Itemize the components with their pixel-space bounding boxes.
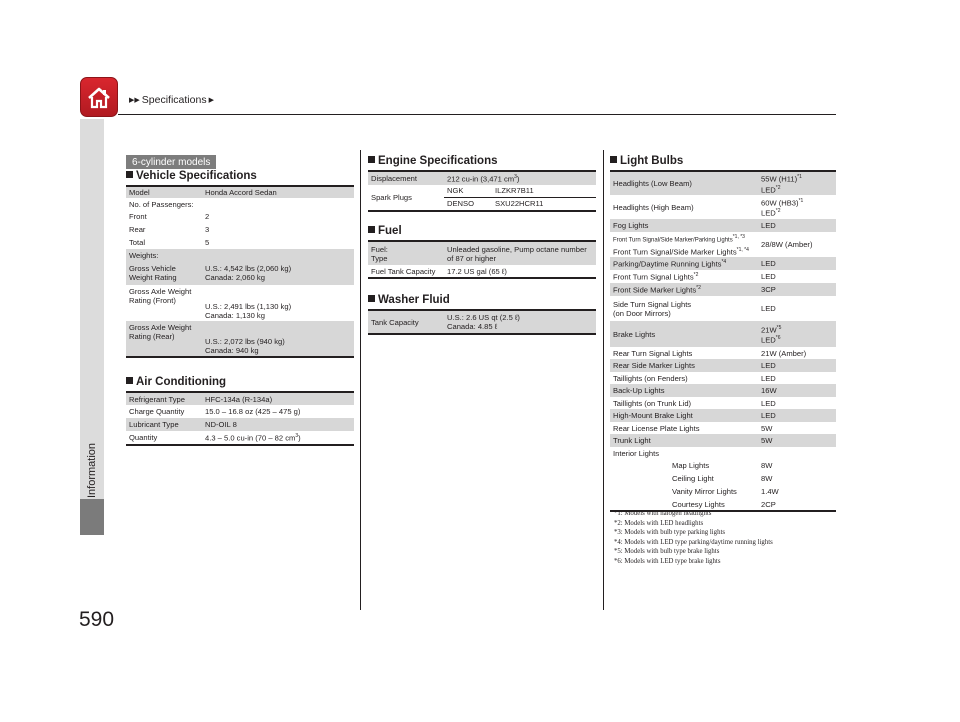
section-heading: Vehicle Specifications [126,170,257,182]
table-cell: U.S.: 4,542 lbs (2,060 kg) Canada: 2,060 kg [205,264,292,282]
fuel-table [368,240,596,279]
footnote: *3: Models with bulb type parking lights [614,529,726,537]
table-cell: Ceiling Light [672,474,714,484]
table-cell: Gross Axle Weight Rating (Rear) [129,323,192,341]
table-cell: SXU22HCR11 [495,199,544,209]
table-cell: Fuel Tank Capacity [371,266,436,276]
square-bullet-icon [368,226,375,233]
model-badge: 6-cylinder models [126,155,216,169]
breadcrumb-label[interactable]: Specifications [141,94,207,106]
vehicle-spec-table [126,185,354,358]
table-cell: LED [761,361,776,371]
square-bullet-icon [368,156,375,163]
table-cell: Lubricant Type [129,420,179,429]
table-cell: Headlights (High Beam) [613,202,694,212]
table-cell: Gross Vehicle Weight Rating [129,264,177,282]
footnote: *5: Models with bulb type brake lights [614,548,720,556]
table-cell: Quantity [129,432,158,442]
table-cell: Rear [129,225,146,234]
sidebar-section-label[interactable]: Information [86,442,98,498]
table-cell: Brake Lights [613,329,656,339]
section-heading: Air Conditioning [126,376,226,388]
table-cell: Gross Axle Weight Rating (Front) [129,287,192,305]
square-bullet-icon [610,156,617,163]
table-cell: 8W [761,461,773,471]
table-cell: 21W (Amber) [761,348,807,358]
table-cell: Front [129,212,147,221]
home-button[interactable] [80,77,118,117]
table-cell: $21W^{*5}$ LED$^{*6}$ [761,324,782,345]
table-cell: Taillights (on Fenders) [613,373,688,383]
square-bullet-icon [126,377,133,384]
air-conditioning-table [126,391,354,446]
table-cell: Refrigerant Type [129,394,185,404]
table-cell: ND-OIL 8 [205,420,237,429]
section-heading: Engine Specifications [368,155,498,167]
table-cell: U.S.: 2,491 lbs (1,130 kg) Canada: 1,130 kg [205,302,292,320]
table-cell: Displacement [371,173,418,183]
engine-spec-table [368,170,596,212]
table-cell: 15.0 – 16.8 oz (425 – 475 g) [205,407,301,416]
table-cell: Weights: [129,250,159,260]
table-cell: Spark Plugs [371,192,412,202]
table-cell: Total [129,238,146,247]
table-cell: 3 [205,225,210,234]
table-cell: Back-Up Lights [613,386,665,396]
table-cell: 4.3 – 5.0 cu-in (70 – 82 $cm^3$) [205,433,301,443]
page-number: 590 [79,608,115,631]
table-cell: 5 [205,238,210,247]
table-cell: NGK [444,185,492,198]
table-cell: Interior Lights [613,448,660,458]
table-cell: Unleaded gasoline, Pump octane number of 87 or higher [447,244,587,263]
table-cell: 8W [761,474,773,484]
footnote: *4: Models with LED type parking/daytime running lights [614,538,773,546]
table-cell: Courtesy Lights [672,499,725,509]
table-cell: LED [761,373,776,383]
table-cell: 16W [761,386,777,396]
table-cell: LED [761,272,776,282]
footnotes [614,509,773,567]
table-cell: Fuel: Type [371,244,388,263]
table-cell: 55W $(H11)^{*1}$ LED$^{*2}$ [761,174,802,195]
breadcrumb[interactable] [127,94,216,106]
table-cell: 1.4W [761,487,779,497]
table-cell: 5W [761,423,773,433]
table-cell: Side Turn Signal Lights (on Door Mirrors) [613,299,692,318]
table-cell: LED [761,411,776,421]
table-cell: LED [761,398,776,408]
table-cell: 17.2 US gal (65 ℓ) [447,266,507,276]
header-rule [118,114,836,115]
breadcrumb-arrow-icon: ▶ [208,97,214,104]
table-cell: Headlights (Low Beam) [613,179,692,189]
footnote: *2: Models with LED headlights [614,519,704,527]
table-cell: Model [129,188,150,197]
square-bullet-icon [368,295,375,302]
table-cell: Map Lights [672,461,710,471]
table-cell: 212 cu-in (3,471 $cm^3$) [447,174,520,184]
table-cell: DENSO [447,199,475,209]
footnote: *1: Models with halogen headlights [614,510,712,517]
column-divider [603,150,604,610]
table-cell: Rear Turn Signal Lights [613,348,693,358]
table-cell: 5W [761,436,773,446]
table-cell: 28/8W (Amber) [761,240,813,250]
washer-fluid-table [368,309,596,335]
table-cell: HFC-134a (R-134a) [205,394,273,404]
home-icon [86,86,112,110]
table-cell: Taillights (on Trunk Lid) [613,398,692,408]
table-cell: Tank Capacity [371,317,419,327]
table-cell: No. of Passengers: [129,199,194,209]
table-cell: Rear License Plate Lights [613,423,700,433]
table-cell: 3CP [761,285,776,295]
table-cell: 60W $(HB3)^{*1}$ LED$^{*2}$ [761,197,804,218]
table-cell: Front Turn Signal/Side Marker/Parking Lights$^{*1, *3}$ Front Turn Signal/Side Marker Lights$^{*1, *4}$ [613,234,749,257]
section-heading: Fuel [368,225,402,237]
table-cell: U.S.: 2.6 US qt (2.5 ℓ) Canada: 4.85 ℓ [447,313,520,331]
table-cell: LED [761,259,776,269]
table-cell: LED [761,221,776,231]
table-cell: U.S.: 2,072 lbs (940 kg) Canada: 940 kg [205,337,285,355]
table-cell: Front Side Marker Lights$^{*2}$ [613,285,701,295]
section-heading: Washer Fluid [368,294,450,306]
table-cell: Honda Accord Sedan [205,188,277,197]
table-cell: Rear Side Marker Lights [613,361,695,371]
table-cell: Vanity Mirror Lights [672,487,737,497]
sidebar-current-tab [80,499,104,535]
table-cell: ILZKR7B11 [492,185,596,198]
table-cell: Trunk Light [613,436,651,446]
light-bulbs-table [610,170,836,512]
breadcrumb-arrow-icon: ▶▶ [129,97,140,104]
table-cell: High-Mount Brake Light [613,411,693,421]
table-cell: Charge Quantity [129,407,185,416]
table-cell: LED [761,304,776,314]
square-bullet-icon [126,171,133,178]
footnote: *6: Models with LED type brake lights [614,557,721,565]
column-divider [360,150,361,610]
table-cell: Parking/Daytime Running Lights$^{*4}$ [613,259,727,269]
section-heading: Light Bulbs [610,155,683,167]
table-cell: 2 [205,212,210,221]
table-cell: 2CP [761,499,776,509]
table-cell: Front Turn Signal Lights$^{*2}$ [613,272,699,282]
table-cell: Fog Lights [613,221,649,231]
